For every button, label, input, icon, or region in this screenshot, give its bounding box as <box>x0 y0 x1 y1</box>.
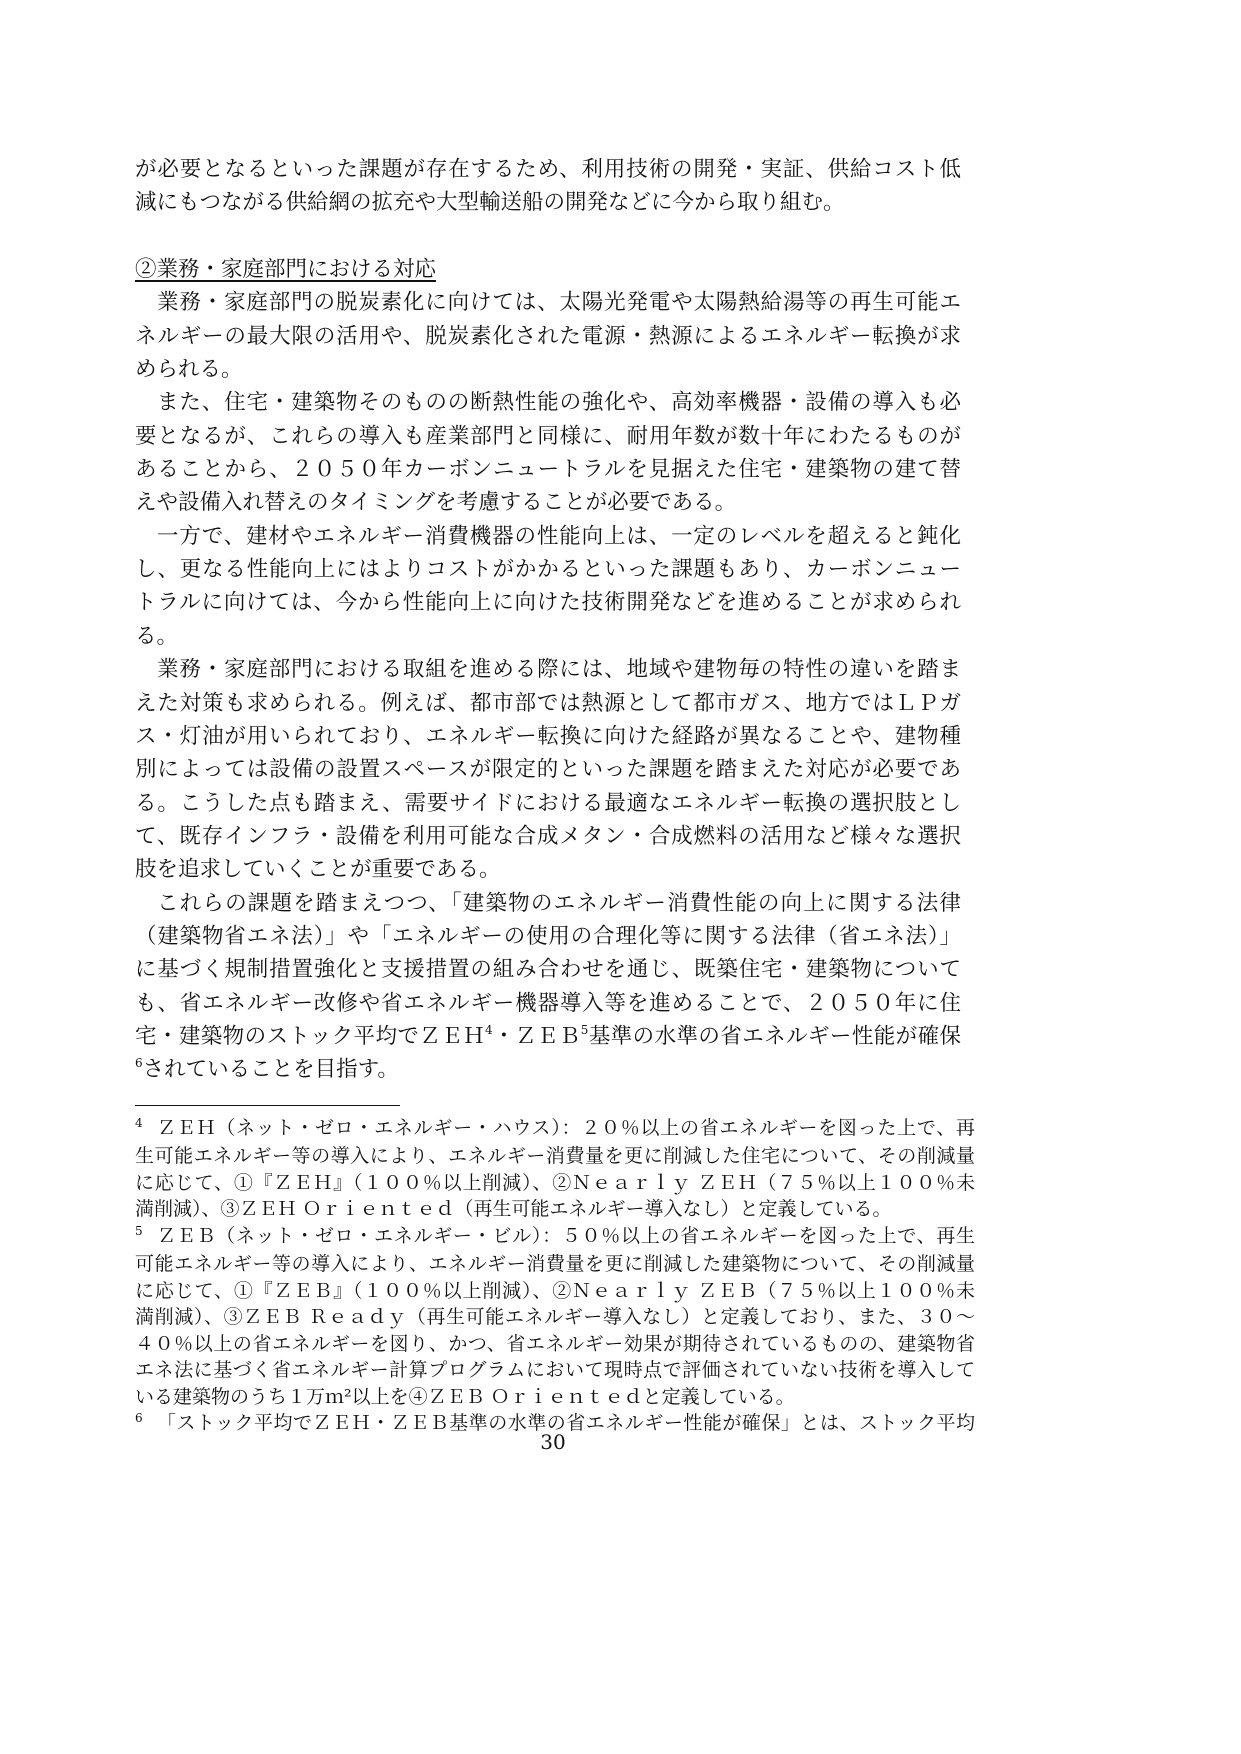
paragraph-line: 肢を追求していくことが重要である。 <box>135 857 501 883</box>
footnote-ref: 6 <box>135 1056 143 1071</box>
paragraph-line: て、既存インフラ・設備を利用可能な合成メタン・合成燃料の活用など様々な選択 <box>135 823 961 849</box>
footnote-line: 生可能エネルギー等の導入により、エネルギー消費量を更に削減した住宅について、その削減量 <box>135 1145 975 1168</box>
footnote-line <box>135 1115 975 1144</box>
paragraph-line: が必要となるといった課題が存在するため、利用技術の開発・実証、供給コスト低 <box>135 157 961 182</box>
paragraph <box>135 386 961 519</box>
paragraph-line: められる。 <box>135 357 243 383</box>
footnote-ref: 5 <box>580 1022 589 1037</box>
paragraph-line: （建築物省エネ法）」や「エネルギーの使用の合理化等に関する法律（省エネ法）」 <box>135 923 961 949</box>
footnote-text: ＺＥＢ（ネット・ゼロ・エネルギー・ビル）：５０％以上の省エネルギーを図った上で、再生 <box>157 1224 975 1247</box>
paragraph-line: あることから、２０５０年カーボンニュートラルを見据えた住宅・建築物の建て替 <box>135 457 961 483</box>
paragraph-line <box>135 1020 961 1053</box>
paragraph <box>135 520 961 653</box>
line-text: されていることを目指す。 <box>142 1057 399 1083</box>
paragraph <box>135 153 961 220</box>
paragraph-line: これらの課題を踏まえつつ、「建築物のエネルギー消費性能の向上に関する法律 <box>157 890 961 916</box>
footnote-line: に応じて、①『ＺＥＨ』（１００％以上削減）、②Ｎｅａｒｌｙ ＺＥＨ（７５％以上１００％未 <box>135 1171 975 1194</box>
footnote-line: ４０％以上の省エネルギーを図り、かつ、省エネルギー効果が期待されているものの、建築物省 <box>135 1332 975 1355</box>
footnote-marker: 4 <box>135 1115 143 1130</box>
footnote-text: 「ストック平均でＺＥＨ・ＺＥＢ基準の水準の省エネルギー性能が確保」とは、ストック平均 <box>157 1412 975 1435</box>
footnote <box>135 1115 975 1223</box>
paragraph-line: る。 <box>135 623 179 649</box>
main-text <box>135 153 961 1087</box>
footnote-separator <box>135 1105 400 1106</box>
section-heading: ②業務・家庭部門における対応 <box>135 257 437 283</box>
line-text: 宅・建築物のストック平均でＺＥＨ <box>135 1023 486 1049</box>
line-text: ・ＺＥＢ <box>492 1023 581 1049</box>
paragraph-line: ネルギーの最大限の活用や、脱炭素化された電源・熱源によるエネルギー転換が求 <box>135 323 961 349</box>
footnote-ref: 4 <box>485 1022 493 1037</box>
footnote-marker: 6 <box>135 1411 143 1426</box>
paragraph <box>135 653 961 886</box>
page-number: 30 <box>540 1430 566 1454</box>
paragraph-line: えた対策も求められる。例えば、都市部では熱源として都市ガス、地方ではＬＰガ <box>135 690 961 716</box>
paragraph-line: 一方で、建材やエネルギー消費機器の性能向上は、一定のレベルを超えると鈍化 <box>157 523 961 549</box>
spacer <box>135 220 961 253</box>
paragraph-line: えや設備入れ替えのタイミングを考慮することが必要である。 <box>135 490 737 516</box>
paragraph-line: また、住宅・建築物そのものの断熱性能の強化や、高効率機器・設備の導入も必 <box>157 390 961 416</box>
paragraph-line: る。こうした点も踏まえ、需要サイドにおける最適なエネルギー転換の選択肢とし <box>135 790 961 816</box>
paragraph-line: 要となるが、これらの導入も産業部門と同様に、耐用年数が数十年にわたるものが <box>135 423 961 449</box>
footnote-line: に応じて、①『ＺＥＢ』（１００％以上削減）、②Ｎｅａｒｌｙ ＺＥＢ（７５％以上１００％未 <box>135 1279 975 1302</box>
footnote-text: ＺＥＨ（ネット・ゼロ・エネルギー・ハウス）：２０％以上の省エネルギーを図った上で、再 <box>157 1116 975 1139</box>
paragraph-line: し、更なる性能向上にはよりコストがかかるといった課題もあり、カーボンニュー <box>135 557 961 583</box>
footnote-line: エネ法に基づく省エネルギー計算プログラムにおいて現時点で評価されていない技術を導入して <box>135 1359 975 1382</box>
paragraph-line: 別によっては設備の設置スペースが限定的といった課題を踏まえた対応が必要であ <box>135 757 961 783</box>
paragraph-line: トラルに向けては、今から性能向上に向けた技術開発などを進めることが求められ <box>135 590 961 616</box>
paragraph <box>135 286 961 386</box>
footnote-line: 満削減）、③ＺＥＢ Ｒｅａｄｙ（再生可能エネルギー導入なし）と定義しており、また、３０～ <box>135 1306 975 1329</box>
footnote-line: 可能エネルギー等の導入により、エネルギー消費量を更に削減した建築物について、その削減量 <box>135 1253 975 1276</box>
footnote-line: いる建築物のうち１万ｍ²以上を④ＺＥＢ Ｏｒｉｅｎｔｅｄと定義している。 <box>135 1385 795 1408</box>
paragraph-line: 業務・家庭部門の脱炭素化に向けては、太陽光発電や太陽熱給湯等の再生可能エ <box>157 290 961 316</box>
footnote-line <box>135 1223 975 1252</box>
paragraph-line: ス・灯油が用いられており、エネルギー転換に向けた経路が異なることや、建物種 <box>135 723 961 749</box>
line-text: 基準の水準の省エネルギー性能が確保 <box>588 1023 961 1049</box>
paragraph-line: 業務・家庭部門における取組を進める際には、地域や建物毎の特性の違いを踏ま <box>157 657 961 683</box>
footnotes <box>135 1115 975 1439</box>
footnote-marker: 5 <box>135 1223 143 1238</box>
paragraph-line: に基づく規制措置強化と支援措置の組み合わせを通じ、既築住宅・建築物について <box>135 957 961 983</box>
footnote-line: 満削減）、③ＺＥＨ Ｏｒｉｅｎｔｅｄ（再生可能エネルギー導入なし）と定義している。 <box>135 1198 892 1221</box>
paragraph <box>135 887 961 1087</box>
paragraph-line: も、省エネルギー改修や省エネルギー機器導入等を進めることで、２０５０年に住 <box>135 990 961 1016</box>
paragraph-line <box>135 1053 961 1086</box>
footnote <box>135 1223 975 1411</box>
paragraph-line: 減にもつながる供給網の拡充や大型輸送船の開発などに今から取り組む。 <box>135 190 845 216</box>
